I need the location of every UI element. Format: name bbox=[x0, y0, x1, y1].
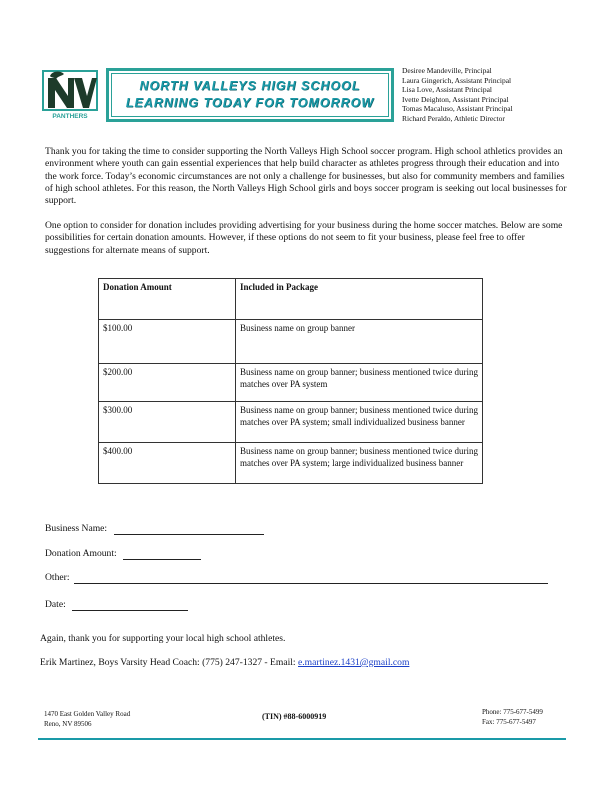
donation-amount-field[interactable] bbox=[123, 549, 201, 560]
table-row bbox=[99, 443, 483, 484]
business-name-field[interactable] bbox=[114, 524, 264, 535]
donation-amount-row bbox=[45, 548, 201, 560]
footer-contact bbox=[482, 708, 543, 727]
footer-tin: (TIN) #88-6000919 bbox=[262, 712, 327, 721]
donation-table bbox=[98, 278, 483, 484]
other-label: Other: bbox=[45, 572, 70, 583]
date-field[interactable] bbox=[72, 600, 188, 611]
donation-amount-label: Donation Amount: bbox=[45, 548, 117, 559]
staff-item: Lisa Love, Assistant Principal bbox=[402, 85, 492, 95]
package-description: Business name on group banner bbox=[236, 320, 483, 364]
donation-amount: $400.00 bbox=[99, 443, 236, 484]
other-field[interactable] bbox=[74, 573, 548, 584]
school-name: NORTH VALLEYS HIGH SCHOOL bbox=[139, 79, 361, 93]
date-row bbox=[45, 599, 188, 611]
email-link[interactable]: e.martinez.1431@gmail.com bbox=[298, 657, 410, 668]
donation-amount: $300.00 bbox=[99, 402, 236, 443]
table-row bbox=[99, 364, 483, 402]
business-name-row bbox=[45, 523, 264, 535]
address-line: 1470 East Golden Valley Road bbox=[44, 710, 131, 718]
staff-item: Laura Gingerich, Assistant Principal bbox=[402, 75, 512, 85]
address-line: Reno, NV 89506 bbox=[44, 719, 92, 728]
staff-item: Richard Peraldo, Athletic Director bbox=[402, 113, 505, 123]
business-name-label: Business Name: bbox=[45, 523, 108, 534]
school-motto: LEARNING TODAY FOR TOMORROW bbox=[125, 96, 375, 110]
staff-item: Ivette Deighton, Assistant Principal bbox=[402, 94, 509, 104]
footer-phone: Phone: 775-677-5499 bbox=[482, 708, 543, 716]
panthers-logo bbox=[42, 70, 98, 120]
thanks-line: Again, thank you for supporting your local high school athletes. bbox=[40, 633, 286, 644]
donation-amount: $100.00 bbox=[99, 320, 236, 364]
date-label: Date: bbox=[45, 599, 66, 610]
intro-paragraph: Thank you for taking the time to consider supporting the North Valleys High School soccer program. High school athletics provides an environment where youth can gain essential experiences that help build character as athletes progress through their education and into the work force. Today’s economic circumstances are not only a challenge for businesses, but also for community members and families of high school athletes. For this reason, the North Valleys High School girls and boys soccer program is seeking out local businesses for support. bbox=[45, 146, 567, 207]
footer-address bbox=[44, 710, 130, 729]
staff-item: Desiree Mandeville, Principal bbox=[402, 66, 492, 75]
staff-list bbox=[402, 66, 513, 124]
options-paragraph: One option to consider for donation includes providing advertising for your business during the home soccer matches. Below are some possibilities for certain donation amounts. However, if these options do not seem to fit your business, please feel free to offer suggestions for alternate means of support. bbox=[45, 220, 563, 256]
footer-fax: Fax: 775-677-5497 bbox=[482, 717, 536, 726]
contact-text: Erik Martinez, Boys Varsity Head Coach: (775) 247-1327 - Email: bbox=[40, 657, 298, 668]
logo-caption: PANTHERS bbox=[52, 113, 88, 120]
school-title-box bbox=[106, 68, 394, 122]
table-header-amount: Donation Amount bbox=[99, 279, 236, 320]
table-row bbox=[99, 320, 483, 364]
package-description: Business name on group banner; business mentioned twice during matches over PA system; large individualized business banner bbox=[236, 443, 483, 484]
contact-line bbox=[40, 657, 409, 669]
package-description: Business name on group banner; business mentioned twice during matches over PA system; small individualized business banner bbox=[236, 402, 483, 443]
table-header-row bbox=[99, 279, 483, 320]
other-row bbox=[45, 572, 548, 584]
package-description: Business name on group banner; business mentioned twice during matches over PA system bbox=[236, 364, 483, 402]
table-row bbox=[99, 402, 483, 443]
staff-item: Tomas Macaluso, Assistant Principal bbox=[402, 104, 513, 114]
donation-amount: $200.00 bbox=[99, 364, 236, 402]
footer-divider bbox=[38, 738, 566, 740]
table-header-package: Included in Package bbox=[236, 279, 483, 320]
